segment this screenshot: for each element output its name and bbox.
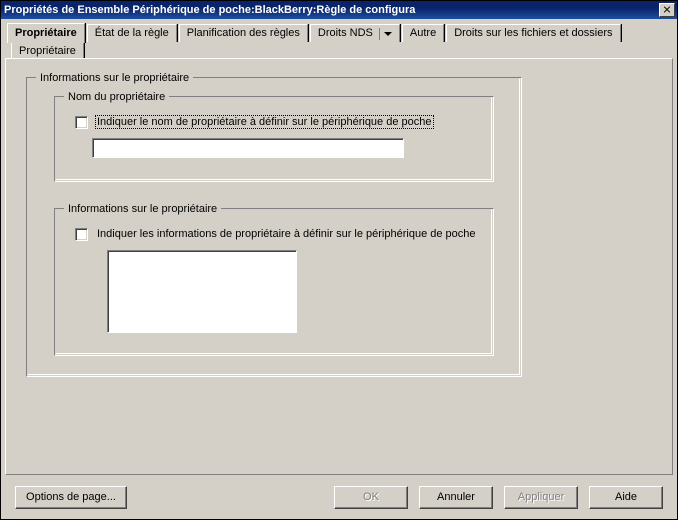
owner-name-group-title: Nom du propriétaire <box>64 91 169 103</box>
tab-autre[interactable] <box>402 24 444 42</box>
owner-name-group <box>54 91 494 182</box>
window-title: Propriétés de Ensemble Périphérique de poche:BlackBerry:Règle de configura <box>4 4 416 16</box>
dialog-button-bar <box>1 475 677 519</box>
tab-strip <box>1 19 677 59</box>
apply-button[interactable]: Appliquer <box>504 486 578 509</box>
tab-label: Droits sur les fichiers et dossiers <box>454 27 613 39</box>
cancel-button[interactable]: Annuler <box>419 486 493 509</box>
tab-label: Propriétaire <box>15 27 77 39</box>
tab-label: État de la règle <box>94 27 169 39</box>
subtab-label: Propriétaire <box>19 45 76 57</box>
owner-details-group <box>54 203 494 356</box>
owner-details-checkbox-label: Indiquer les informations de propriétaire à définir sur le périphérique de poche <box>97 228 476 240</box>
tab-row-primary <box>5 23 677 42</box>
owner-name-checkbox[interactable] <box>75 116 88 129</box>
ok-button[interactable]: OK <box>334 486 408 509</box>
tab-droits-nds[interactable] <box>310 24 400 42</box>
tab-planification-des-regles[interactable] <box>179 24 308 42</box>
owner-name-checkbox-label: Indiquer le nom de propriétaire à définir sur le périphérique de poche <box>97 116 432 128</box>
owner-information-group <box>26 72 522 377</box>
page-options-button[interactable]: Options de page... <box>15 486 127 509</box>
tab-proprietaire[interactable] <box>7 23 85 43</box>
tab-divider <box>379 28 380 40</box>
tab-droits-fichiers-dossiers[interactable] <box>446 24 620 42</box>
title-bar <box>1 1 677 19</box>
owner-information-group-title: Informations sur le propriétaire <box>36 72 193 84</box>
chevron-down-icon[interactable] <box>384 32 392 36</box>
tab-label: Droits NDS <box>317 27 373 39</box>
owner-details-group-title: Informations sur le propriétaire <box>64 203 221 215</box>
owner-details-textarea[interactable] <box>107 250 297 333</box>
tab-label: Autre <box>409 27 437 39</box>
tab-page-panel <box>5 58 673 475</box>
tab-label: Planification des règles <box>186 27 300 39</box>
owner-details-checkbox[interactable] <box>75 228 88 241</box>
tab-page-content <box>6 59 672 474</box>
help-button[interactable]: Aide <box>589 486 663 509</box>
close-icon[interactable] <box>659 3 675 17</box>
tab-etat-de-la-regle[interactable] <box>87 24 177 42</box>
owner-name-input[interactable] <box>92 138 404 158</box>
